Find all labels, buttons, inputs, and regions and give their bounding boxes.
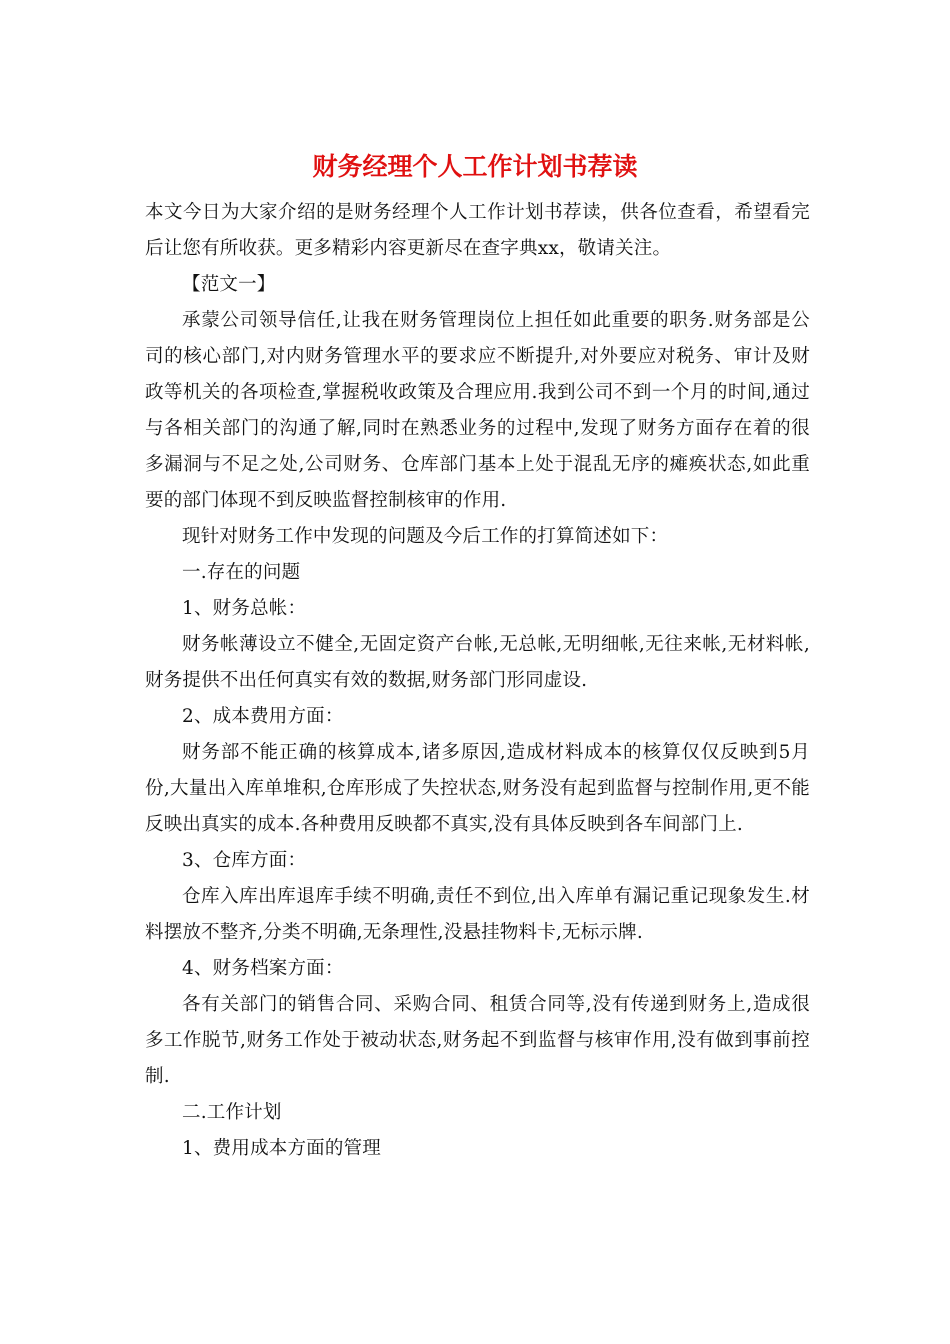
paragraph: 仓库入库出库退库手续不明确,责任不到位,出入库单有漏记重记现象发生.材料摆放不整齐,分类不明确,无条理性,没悬挂物料卡,无标示牌. bbox=[145, 886, 810, 943]
paragraph: 4、财务档案方面： bbox=[182, 958, 344, 979]
paragraph: 3、仓库方面： bbox=[182, 850, 307, 871]
paragraph: 二.工作计划 bbox=[182, 1102, 282, 1123]
paragraph: 本文今日为大家介绍的是财务经理个人工作计划书荐读，供各位查看，希望看完后让您有所收获。更多精彩内容更新尽在查字典xx，敬请关注。 bbox=[145, 202, 810, 259]
paragraph: 1、费用成本方面的管理 bbox=[182, 1138, 381, 1159]
paragraph: 承蒙公司领导信任,让我在财务管理岗位上担任如此重要的职务.财务部是公司的核心部门,对内财务管理水平的要求应不断提升,对外要应对税务、审计及财政等机关的各项检查,掌握税收政策及合理应用.我到公司不到一个月的时间,通过与各相关部门的沟通了解,同时在熟悉业务的过程中,发现了财务方面存在着的很多漏洞与不足之处,公司财务、仓库部门基本上处于混乱无序的瘫痪状态,如此重要的部门体现不到反映监督控制核审的作用. bbox=[145, 310, 810, 511]
paragraph: 2、成本费用方面： bbox=[182, 706, 344, 727]
paragraph: 财务帐薄设立不健全,无固定资产台帐,无总帐,无明细帐,无往来帐,无材料帐,财务提供不出任何真实有效的数据,财务部门形同虚设. bbox=[145, 634, 810, 691]
paragraph: 各有关部门的销售合同、采购合同、租赁合同等,没有传递到财务上,造成很多工作脱节,财务工作处于被动状态,财务起不到监督与核审作用,没有做到事前控制. bbox=[145, 994, 810, 1087]
paragraph: 【范文一】 bbox=[182, 274, 276, 295]
document-body bbox=[145, 195, 810, 1167]
paragraph: 现针对财务工作中发现的问题及今后工作的打算简述如下： bbox=[182, 526, 669, 547]
document-title: 财务经理个人工作计划书荐读 bbox=[312, 152, 638, 181]
paragraph: 1、财务总帐： bbox=[182, 598, 307, 619]
paragraph: 财务部不能正确的核算成本,诸多原因,造成材料成本的核算仅仅反映到5月份,大量出入库单堆积,仓库形成了失控状态,财务没有起到监督与控制作用,更不能反映出真实的成本.各种费用反映都不真实,没有具体反映到各车间部门上. bbox=[145, 742, 810, 835]
paragraph: 一.存在的问题 bbox=[182, 562, 301, 583]
